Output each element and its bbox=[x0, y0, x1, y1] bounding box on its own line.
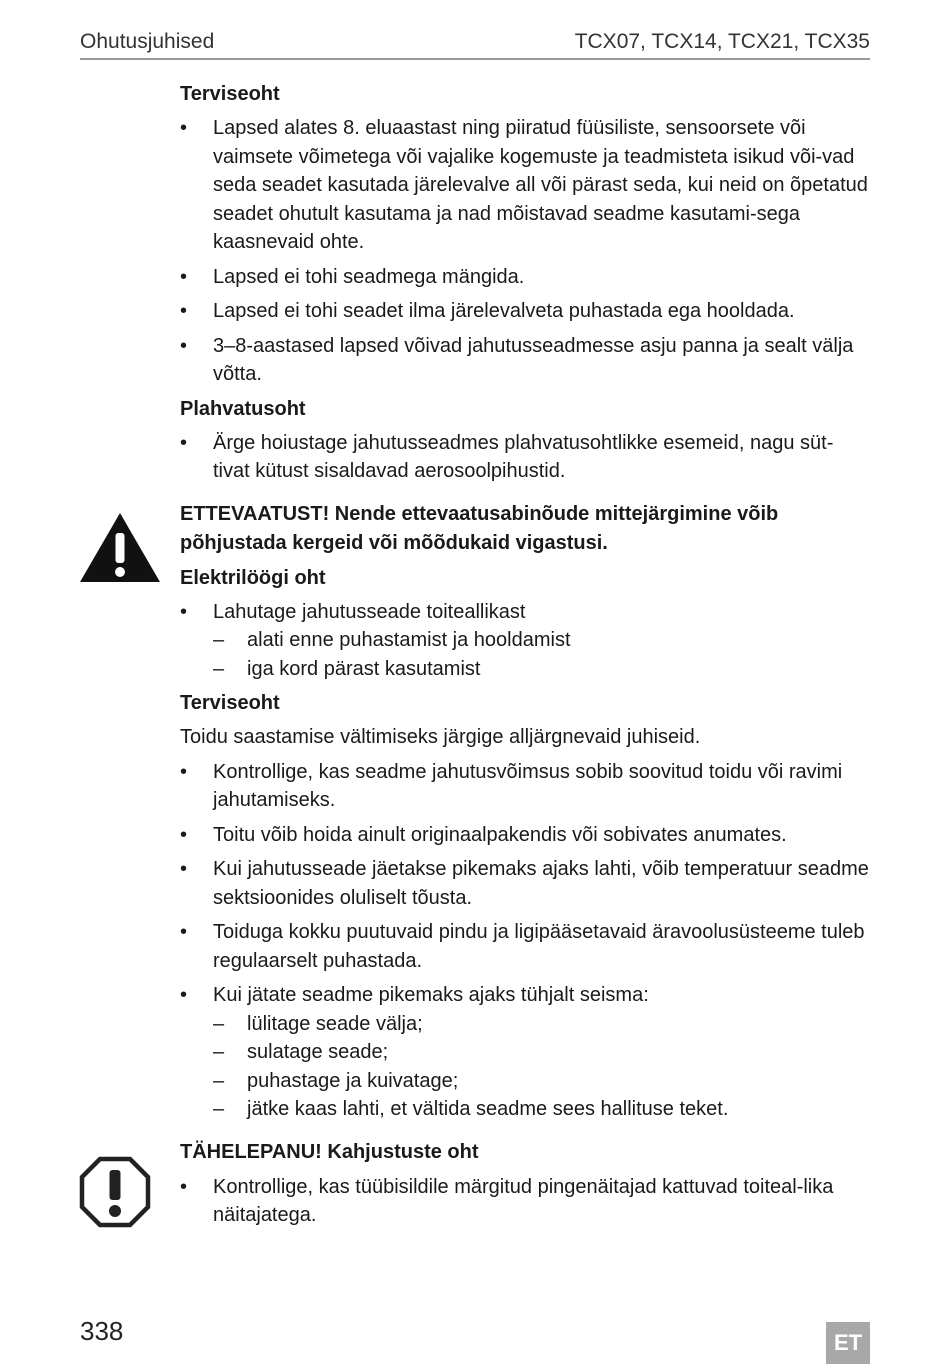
sub-list-item: – sulatage seade; bbox=[213, 1038, 870, 1067]
sub-list bbox=[213, 1010, 870, 1124]
food-safety-list bbox=[180, 758, 870, 1124]
section-heading-health-hazard: Terviseoht bbox=[180, 83, 280, 105]
sub-list-item: – lülitage seade välja; bbox=[213, 1010, 870, 1039]
notice-list bbox=[180, 1173, 870, 1230]
list-item-text: Kui jätate seadme pikemaks ajaks tühjalt seisma: bbox=[213, 984, 649, 1006]
sub-list-item: – iga kord pärast kasutamist bbox=[213, 655, 870, 684]
sub-list-item: – puhastage ja kuivatage; bbox=[213, 1067, 870, 1096]
notice-octagon-icon bbox=[79, 1156, 151, 1228]
section-heading-health-hazard-2: Terviseoht bbox=[180, 692, 280, 714]
section-heading-explosion-hazard: Plahvatusoht bbox=[180, 397, 306, 420]
header-section-title: Ohutusjuhised bbox=[80, 30, 215, 53]
list-item: • Toiduga kokku puutuvaid pindu ja ligipääsetavaid äravoolusüsteeme tuleb regulaarselt puhastada. bbox=[180, 918, 870, 975]
sub-list-item: – alati enne puhastamist ja hooldamist bbox=[213, 626, 870, 655]
section-heading-electric-shock: Elektrilöögi oht bbox=[180, 566, 326, 589]
sub-list bbox=[213, 626, 870, 683]
list-item: • Lapsed alates 8. eluaastast ning piiratud füüsiliste, sensoorsete või vaimsete võimetega või vajalike kogemuste ja teadmisteta isikud või-vad seda seadet kasutada järelevalve all või pärast seda, kui neid on õpetatud seadet ohutult kasutama ja nad mõistavad seadme kasutami-sega kaasnevaid ohte. bbox=[180, 114, 870, 257]
header-model-list: TCX07, TCX14, TCX21, TCX35 bbox=[574, 30, 870, 53]
page-header bbox=[80, 28, 870, 60]
caution-statement: ETTEVAATUST! Nende ettevaatusabinõude mittejärgimine võib põhjustada kergeid või mõõdukaid vigastusi. bbox=[180, 502, 779, 554]
electric-shock-list bbox=[180, 598, 870, 684]
list-item bbox=[180, 981, 870, 1124]
list-item: • Ärge hoiustage jahutusseadmes plahvatusohtlikke esemeid, nagu süt-tivat kütust sisaldavad aerosoolpihustid. bbox=[180, 429, 870, 486]
page-number: 338 bbox=[80, 1316, 124, 1346]
explosion-hazard-list bbox=[180, 429, 870, 486]
list-item: • 3–8-aastased lapsed võivad jahutusseadmesse asju panna ja sealt välja võtta. bbox=[180, 332, 870, 389]
notice-heading: TÄHELEPANU! Kahjustuste oht bbox=[180, 1140, 479, 1163]
sub-list-item: – jätke kaas lahti, et vältida seadme sees hallituse teket. bbox=[213, 1095, 870, 1124]
list-item: • Kontrollige, kas tüübisildile märgitud pingenäitajad kattuvad toiteal-lika näitajatega. bbox=[180, 1173, 870, 1230]
list-item: • Kui jahutusseade jäetakse pikemaks ajaks lahti, võib temperatuur seadme sektsioonides oluliselt tõusta. bbox=[180, 855, 870, 912]
language-badge: ET bbox=[826, 1322, 870, 1364]
list-item: • Kontrollige, kas seadme jahutusvõimsus sobib soovitud toidu või ravimi jahutamiseks. bbox=[180, 758, 870, 815]
list-item-text: Lahutage jahutusseade toiteallikast bbox=[213, 600, 526, 623]
section-intro: Toidu saastamise vältimiseks järgige alljärgnevaid juhiseid. bbox=[180, 726, 701, 748]
main-content bbox=[180, 80, 870, 1236]
list-item: • Lapsed ei tohi seadet ilma järelevalveta puhastada ega hooldada. bbox=[180, 297, 870, 326]
warning-triangle-icon bbox=[79, 511, 161, 583]
list-item: • Lapsed ei tohi seadmega mängida. bbox=[180, 263, 870, 292]
health-hazard-list bbox=[180, 114, 870, 389]
list-item: • Toitu võib hoida ainult originaalpakendis või sobivates anumates. bbox=[180, 821, 870, 850]
list-item bbox=[180, 598, 870, 684]
